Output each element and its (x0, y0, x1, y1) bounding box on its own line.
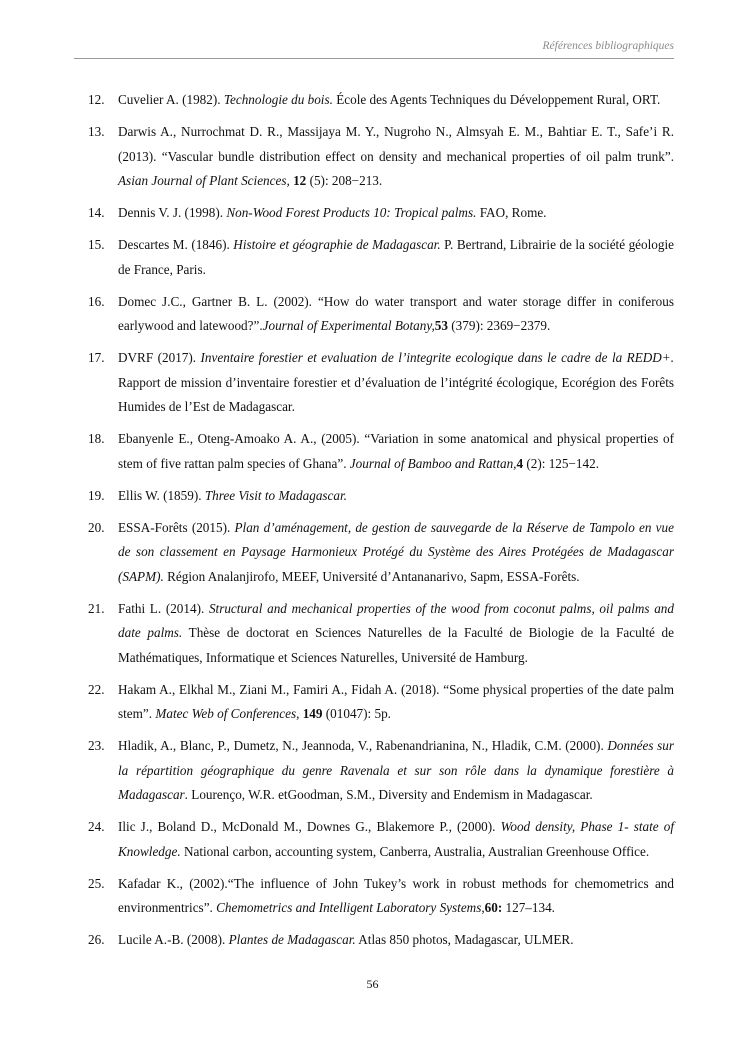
reference-text: Ilic J., Boland D., McDonald M., Downes G., Blakemore P., (2000). (118, 819, 501, 834)
reference-entry (88, 233, 674, 282)
reference-text: Atlas 850 photos, Madagascar, ULMER. (355, 932, 574, 947)
reference-entry (88, 872, 674, 921)
reference-number: 23. (88, 738, 105, 753)
reference-text: École des Agents Techniques du Développement Rural, ORT. (332, 92, 661, 107)
reference-text: Darwis A., Nurrochmat D. R., Massijaya M. Y., Nugroho N., Almsyah E. M., Bahtiar E. T., Safe’i R. (2013). “Vascular bundle distribution effect on density and mechanical properties of oil palm trunk”. (118, 124, 674, 164)
reference-volume: 149 (302, 706, 323, 721)
reference-number: 17. (88, 350, 105, 365)
reference-volume: 4 (516, 455, 524, 471)
reference-number: 20. (88, 519, 105, 535)
page-number: 56 (366, 977, 379, 991)
reference-title: Technologie du bois. (223, 92, 333, 107)
reference-title: Plan d’aménagement, de gestion de sauvegarde de la Réserve de Tampolo en vue de son classement en Paysage Harmonieux Protégé du Système des Aires Protégées de Madagascar (SAPM). (118, 519, 674, 584)
reference-text: . Lourenço, W.R. etGoodman, S.M., Diversity and Endemism in Madagascar. (184, 787, 593, 802)
reference-entry (88, 484, 674, 509)
reference-entry (88, 346, 674, 420)
reference-text: Région Analanjirofo, MEEF, Université d’Antananarivo, Sapm, ESSA-Forêts. (163, 568, 580, 584)
reference-entry (88, 678, 674, 727)
reference-text: DVRF (2017). (118, 350, 201, 365)
reference-title: Données sur la répartition géographique du genre Ravenala et sur son rôle dans la dynamique forestière à Madagascar (118, 738, 674, 802)
reference-number: 26. (88, 932, 105, 947)
reference-text: Thèse de doctorat en Sciences Naturelles de la Faculté de Biologie de la Faculté de Mathématiques, Informatique et Sciences Naturelles, Université de Hamburg. (118, 625, 674, 665)
reference-title: Asian Journal of Plant Sciences, (118, 173, 290, 188)
reference-text: Ellis W. (1859). (118, 487, 205, 503)
reference-text: Domec J.C., Gartner B. L. (2002). “How do water transport and water storage differ in coniferous earlywood and latewood?”. (118, 293, 674, 333)
reference-text: 127–134. (502, 900, 555, 915)
reference-entry (88, 516, 674, 590)
reference-title: Histoire et géographie de Madagascar. (233, 237, 441, 252)
reference-text: Hakam A., Elkhal M., Ziani M., Famiri A., Fidah A. (2018). “Some physical properties of the date palm stem”. (118, 681, 674, 721)
reference-number: 13. (88, 124, 105, 139)
reference-title: Journal of Experimental Botany, (262, 318, 435, 333)
reference-entry (88, 734, 674, 808)
reference-entry (88, 597, 674, 671)
reference-number: 21. (88, 600, 105, 616)
reference-text: Dennis V. J. (1998). (118, 205, 227, 220)
running-header (74, 40, 674, 59)
reference-text: Fathi L. (2014). (118, 600, 209, 616)
reference-title: Matec Web of Conferences, (155, 706, 300, 721)
reference-title: Inventaire forestier et evaluation de l’integrite ecologique dans le cadre de la REDD+. (200, 350, 674, 365)
reference-text: ESSA-Forêts (2015). (118, 519, 235, 535)
reference-text: FAO, Rome. (476, 205, 547, 220)
reference-number: 24. (88, 819, 105, 834)
reference-title: Journal of Bamboo and Rattan, (349, 455, 517, 471)
reference-title: Non-Wood Forest Products 10: Tropical palms. (226, 205, 477, 220)
reference-entry (88, 427, 674, 476)
reference-volume: 60: (484, 900, 503, 915)
reference-entry (88, 290, 674, 339)
reference-text: Kafadar K., (2002).“The influence of John Tukey’s work in robust methods for chemometrics and environmentrics”. (118, 875, 674, 915)
reference-number: 19. (88, 487, 105, 503)
reference-text: Rapport de mission d’inventaire forestier et d’évaluation de l’intégrité écologique, Ecorégion des Forêts Humides de l’Est de Madagascar. (118, 374, 674, 414)
reference-entry (88, 928, 674, 953)
reference-number: 25. (88, 875, 105, 891)
reference-title: Structural and mechanical properties of the wood from coconut palms, oil palms and date palms. (118, 600, 674, 640)
section-title: Références bibliographiques (542, 40, 674, 52)
reference-text: Lucile A.-B. (2008). (118, 932, 229, 947)
reference-text: Ebanyenle E., Oteng-Amoako A. A., (2005). “Variation in some anatomical and physical properties of stem of five rattan palm species of Ghana”. (118, 431, 674, 471)
reference-entry (88, 120, 674, 194)
reference-text: (5): 208−213. (306, 173, 383, 188)
reference-text: (01047): 5p. (322, 706, 391, 721)
reference-entry (88, 88, 674, 113)
reference-number: 22. (88, 681, 105, 697)
reference-title: Plantes de Madagascar. (228, 932, 356, 947)
reference-list (88, 88, 674, 960)
reference-volume: 12 (293, 173, 307, 188)
reference-text: (2): 125−142. (523, 455, 599, 471)
reference-title: Wood density, Phase 1- state of Knowledge. (118, 819, 674, 859)
reference-title: Three Visit to Madagascar. (204, 487, 347, 503)
reference-title: Chemometrics and Intelligent Laboratory Systems, (216, 900, 485, 915)
reference-number: 16. (88, 293, 105, 309)
reference-entry (88, 201, 674, 226)
reference-text: (379): 2369−2379. (447, 318, 551, 333)
reference-number: 12. (88, 92, 105, 107)
reference-text: P. Bertrand, Librairie de la société géologie de France, Paris. (118, 237, 674, 277)
reference-text: National carbon, accounting system, Canberra, Australia, Australian Greenhouse Office. (180, 843, 650, 859)
reference-number: 18. (88, 431, 105, 446)
reference-text: Cuvelier A. (1982). (118, 92, 224, 107)
reference-text: Hladik, A., Blanc, P., Dumetz, N., Jeannoda, V., Rabenandrianina, N., Hladik, C.M. (2000). (118, 738, 608, 753)
reference-number: 15. (88, 237, 105, 252)
reference-volume: 53 (434, 318, 448, 333)
reference-entry (88, 815, 674, 864)
reference-text: Descartes M. (1846). (118, 237, 234, 252)
reference-number: 14. (88, 205, 105, 220)
page-footer (0, 977, 745, 992)
